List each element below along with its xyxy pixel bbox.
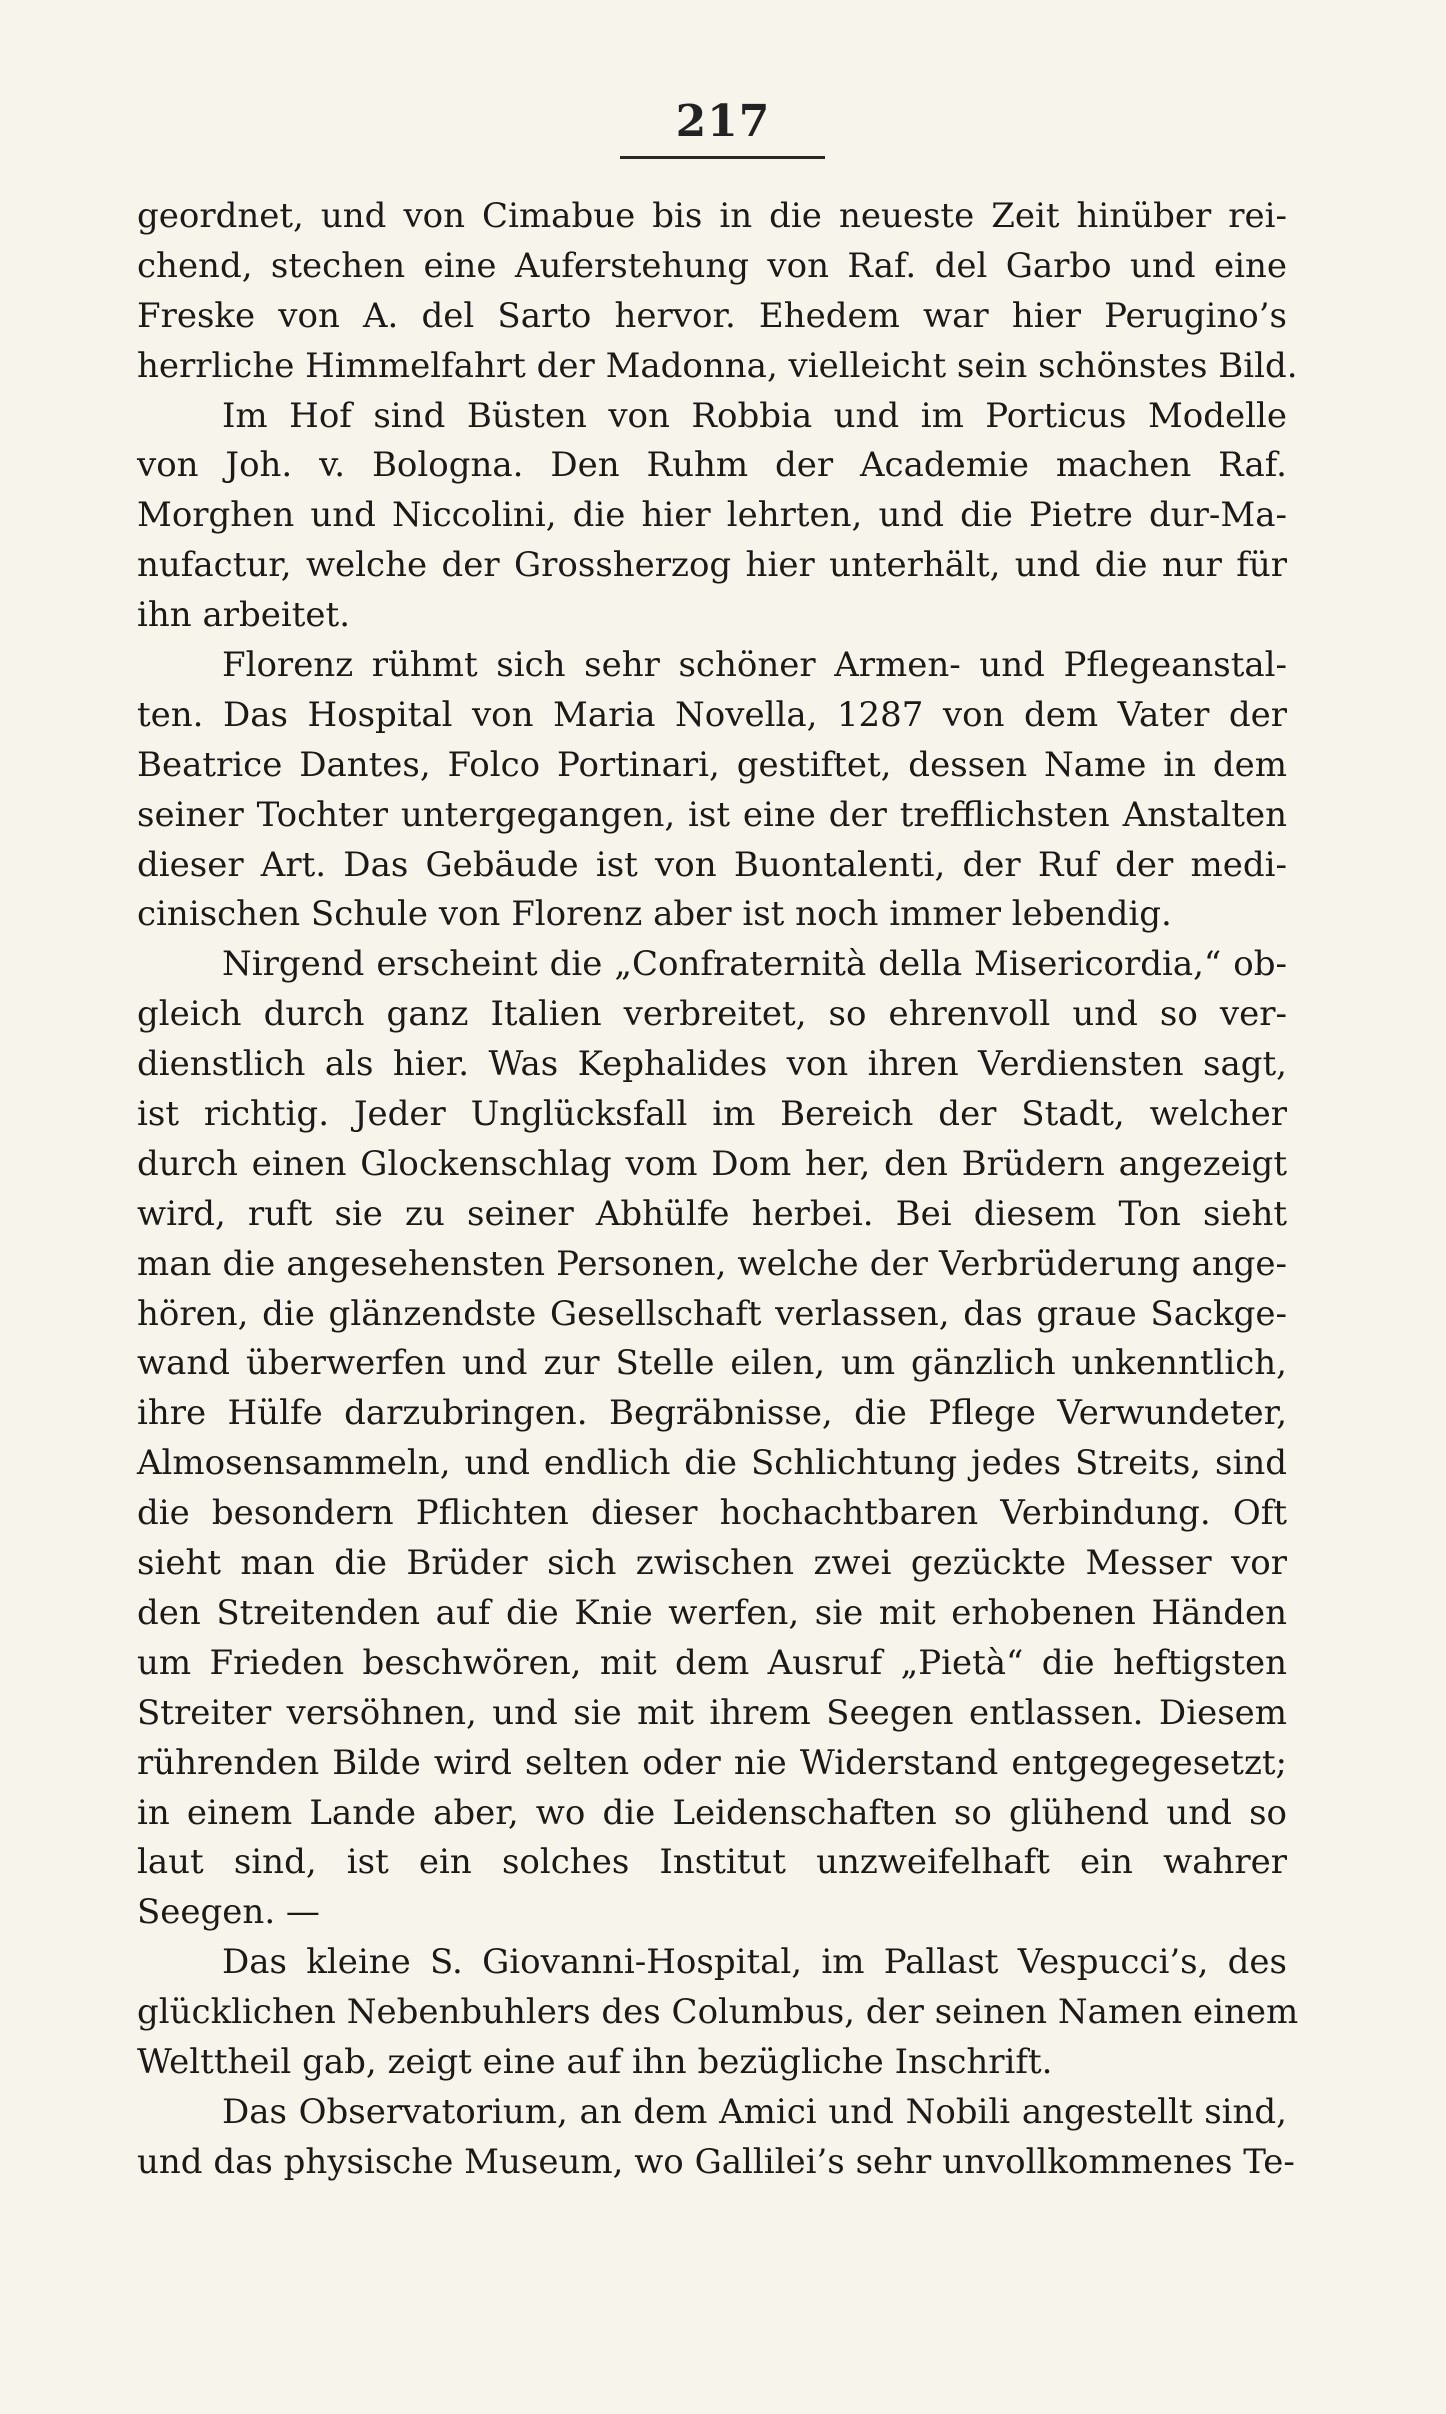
text-line: in einem Lande aber, wo die Leidenschaften so glühend und so [137, 1792, 1287, 1833]
text-line: Streiter versöhnen, und sie mit ihrem Seegen entlassen. Diesem [137, 1692, 1287, 1733]
text-line: Welttheil gab, zeigt eine auf ihn bezügliche Inschrift. [137, 2041, 1053, 2082]
text-line: wand überwerfen und zur Stelle eilen, um gänzlich unkenntlich, [137, 1343, 1287, 1384]
text-line: und das physische Museum, wo Gallilei’s sehr unvollkommenes Te- [137, 2141, 1295, 2182]
page-number: 217 [675, 96, 771, 147]
text-line: um Frieden beschwören, mit dem Ausruf „Pietà“ die heftigsten [137, 1642, 1287, 1683]
body-text [137, 192, 1299, 2188]
text-line: rührenden Bilde wird selten oder nie Widerstand entgegegesetzt; [137, 1742, 1287, 1783]
text-line: Das kleine S. Giovanni-Hospital, im Pallast Vespucci’s, des [222, 1942, 1287, 1983]
text-line: gleich durch ganz Italien verbreitet, so ehrenvoll und so ver- [137, 994, 1287, 1035]
text-line: wird, ruft sie zu seiner Abhülfe herbei. Bei diesem Ton sieht [137, 1193, 1287, 1234]
text-line: durch einen Glockenschlag vom Dom her, den Brüdern angezeigt [137, 1143, 1287, 1184]
text-line: Almosensammeln, und endlich die Schlichtung jedes Streits, sind [137, 1443, 1287, 1484]
text-line: Morghen und Niccolini, die hier lehrten, und die Pietre dur-Ma- [137, 495, 1287, 536]
text-line: nufactur, welche der Grossherzog hier unterhält, und die nur für [137, 545, 1287, 586]
text-line: seiner Tochter untergegangen, ist eine der trefflichsten Anstalten [137, 794, 1287, 835]
text-line: cinischen Schule von Florenz aber ist noch immer lebendig. [137, 894, 1172, 935]
text-line: Florenz rühmt sich sehr schöner Armen- und Pflegeanstal- [222, 645, 1287, 686]
text-line: geordnet, und von Cimabue bis in die neueste Zeit hinüber rei- [137, 196, 1287, 236]
text-line: chend, stechen eine Auferstehung von Raf. del Garbo und eine [137, 245, 1287, 286]
text-line: Das Observatorium, an dem Amici und Nobili angestellt sind, [222, 2091, 1287, 2132]
text-line: Freske von A. del Sarto hervor. Ehedem war hier Perugino’s [137, 295, 1287, 336]
header-rule [620, 156, 825, 159]
text-line: dieser Art. Das Gebäude ist von Buontalenti, der Ruf der medi- [137, 844, 1287, 885]
text-line: sieht man die Brüder sich zwischen zwei gezückte Messer vor [137, 1543, 1287, 1584]
text-line: herrliche Himmelfahrt der Madonna, vielleicht sein schönstes Bild. [137, 345, 1298, 386]
text-line: Nirgend erscheint die „Confraternità della Misericordia,“ ob- [222, 944, 1287, 985]
text-line: ten. Das Hospital von Maria Novella, 1287 von dem Vater der [137, 694, 1287, 735]
text-line: ihre Hülfe darzubringen. Begräbnisse, die Pflege Verwundeter, [137, 1393, 1287, 1434]
text-line: ist richtig. Jeder Unglücksfall im Bereich der Stadt, welcher [137, 1094, 1287, 1135]
text-line: man die angesehensten Personen, welche der Verbrüderung ange- [137, 1243, 1287, 1284]
text-line: Seegen. — [137, 1892, 320, 1933]
text-line: ihn arbeitet. [137, 595, 351, 636]
text-line: von Joh. v. Bologna. Den Ruhm der Academie machen Raf. [137, 445, 1287, 486]
text-line: glücklichen Nebenbuhlers des Columbus, der seinen Namen einem [137, 1992, 1299, 2033]
text-line: die besondern Pflichten dieser hochachtbaren Verbindung. Oft [137, 1493, 1287, 1534]
text-line: Beatrice Dantes, Folco Portinari, gestiftet, dessen Name in dem [137, 744, 1287, 785]
text-line: laut sind, ist ein solches Institut unzweifelhaft ein wahrer [137, 1842, 1287, 1883]
text-line: hören, die glänzendste Gesellschaft verlassen, das graue Sackge- [137, 1293, 1287, 1334]
text-line: Im Hof sind Büsten von Robbia und im Porticus Modelle [222, 395, 1287, 436]
text-line: dienstlich als hier. Was Kephalides von ihren Verdiensten sagt, [137, 1044, 1287, 1085]
text-line: den Streitenden auf die Knie werfen, sie mit erhobenen Händen [137, 1592, 1287, 1633]
